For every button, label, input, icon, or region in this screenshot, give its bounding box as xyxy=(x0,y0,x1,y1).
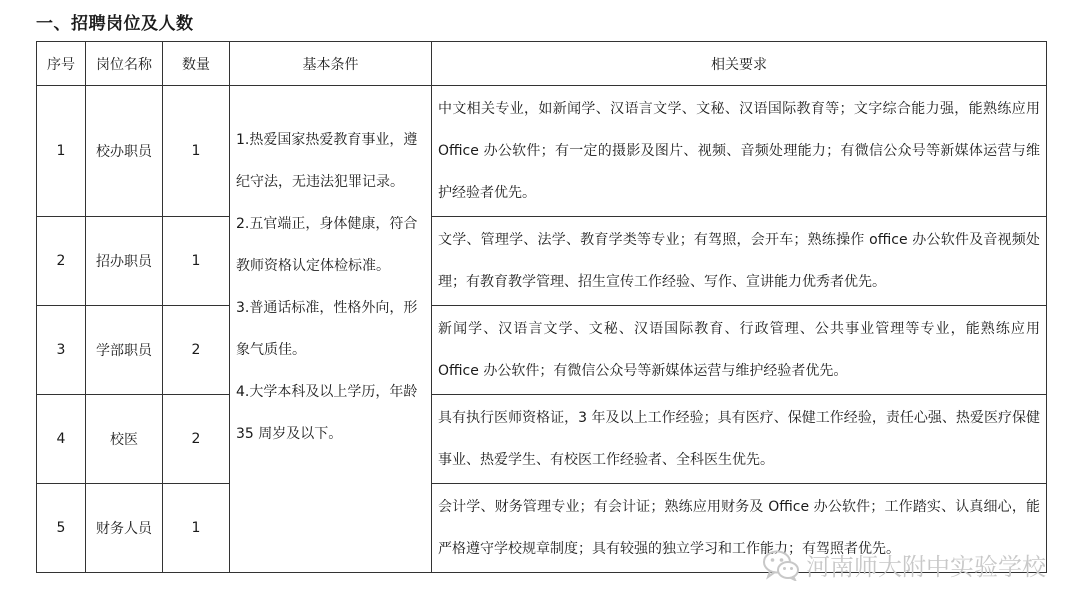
row-count: 1 xyxy=(163,484,230,573)
row-position: 财务人员 xyxy=(86,484,163,573)
table-row xyxy=(37,217,1047,306)
row-count: 1 xyxy=(163,86,230,217)
wechat-icon xyxy=(762,549,800,581)
row-count: 1 xyxy=(163,217,230,306)
row-requirements: 新闻学、汉语言文学、文秘、汉语国际教育、行政管理、公共事业管理等专业，能熟练应用 Office 办公软件；有微信公众号等新媒体运营与维护经验者优先。 xyxy=(432,306,1047,395)
row-position: 校办职员 xyxy=(86,86,163,217)
basic-condition: 2.五官端正，身体健康，符合教师资格认定体检标准。 xyxy=(236,216,418,274)
header-basic: 基本条件 xyxy=(230,42,432,86)
row-seq: 5 xyxy=(37,484,86,573)
basic-condition: 4.大学本科及以上学历，年龄 35 周岁及以下。 xyxy=(236,384,418,442)
table-header-row xyxy=(37,42,1047,86)
section-title: 一、招聘岗位及人数 xyxy=(36,14,194,34)
row-position: 校医 xyxy=(86,395,163,484)
table-row xyxy=(37,395,1047,484)
table-row xyxy=(37,86,1047,217)
row-seq: 1 xyxy=(37,86,86,217)
basic-condition: 3.普通话标准，性格外向，形象气质佳。 xyxy=(236,300,418,358)
row-seq: 2 xyxy=(37,217,86,306)
watermark-text: 河南师大附中实验学校 xyxy=(806,553,1046,581)
header-seq: 序号 xyxy=(37,42,86,86)
recruitment-table xyxy=(36,41,1047,573)
row-position: 学部职员 xyxy=(86,306,163,395)
header-count: 数量 xyxy=(163,42,230,86)
row-count: 2 xyxy=(163,306,230,395)
watermark xyxy=(762,547,1046,582)
header-requirements: 相关要求 xyxy=(432,42,1047,86)
row-requirements: 文学、管理学、法学、教育学类等专业；有驾照，会开车；熟练操作 office 办公软件及音视频处理；有教育教学管理、招生宣传工作经验、写作、宣讲能力优秀者优先。 xyxy=(432,217,1047,306)
row-seq: 4 xyxy=(37,395,86,484)
row-position: 招办职员 xyxy=(86,217,163,306)
basic-condition: 1.热爱国家热爱教育事业，遵纪守法，无违法犯罪记录。 xyxy=(236,132,418,190)
row-requirements: 具有执行医师资格证，3 年及以上工作经验；具有医疗、保健工作经验，责任心强、热爱医疗保健事业、热爱学生、有校医工作经验者、全科医生优先。 xyxy=(432,395,1047,484)
basic-conditions-cell xyxy=(230,86,432,573)
row-requirements: 中文相关专业，如新闻学、汉语言文学、文秘、汉语国际教育等；文字综合能力强，能熟练应用 Office 办公软件；有一定的摄影及图片、视频、音频处理能力；有微信公众号等新媒体运营与维护经验者优先。 xyxy=(432,86,1047,217)
table-row xyxy=(37,306,1047,395)
row-requirements: 会计学、财务管理专业；有会计证；熟练应用财务及 Office 办公软件；工作踏实、认真细心，能严格遵守学校规章制度；具有较强的独立学习和工作能力；有驾照者优先。 xyxy=(432,484,1047,573)
row-count: 2 xyxy=(163,395,230,484)
header-position: 岗位名称 xyxy=(86,42,163,86)
row-seq: 3 xyxy=(37,306,86,395)
